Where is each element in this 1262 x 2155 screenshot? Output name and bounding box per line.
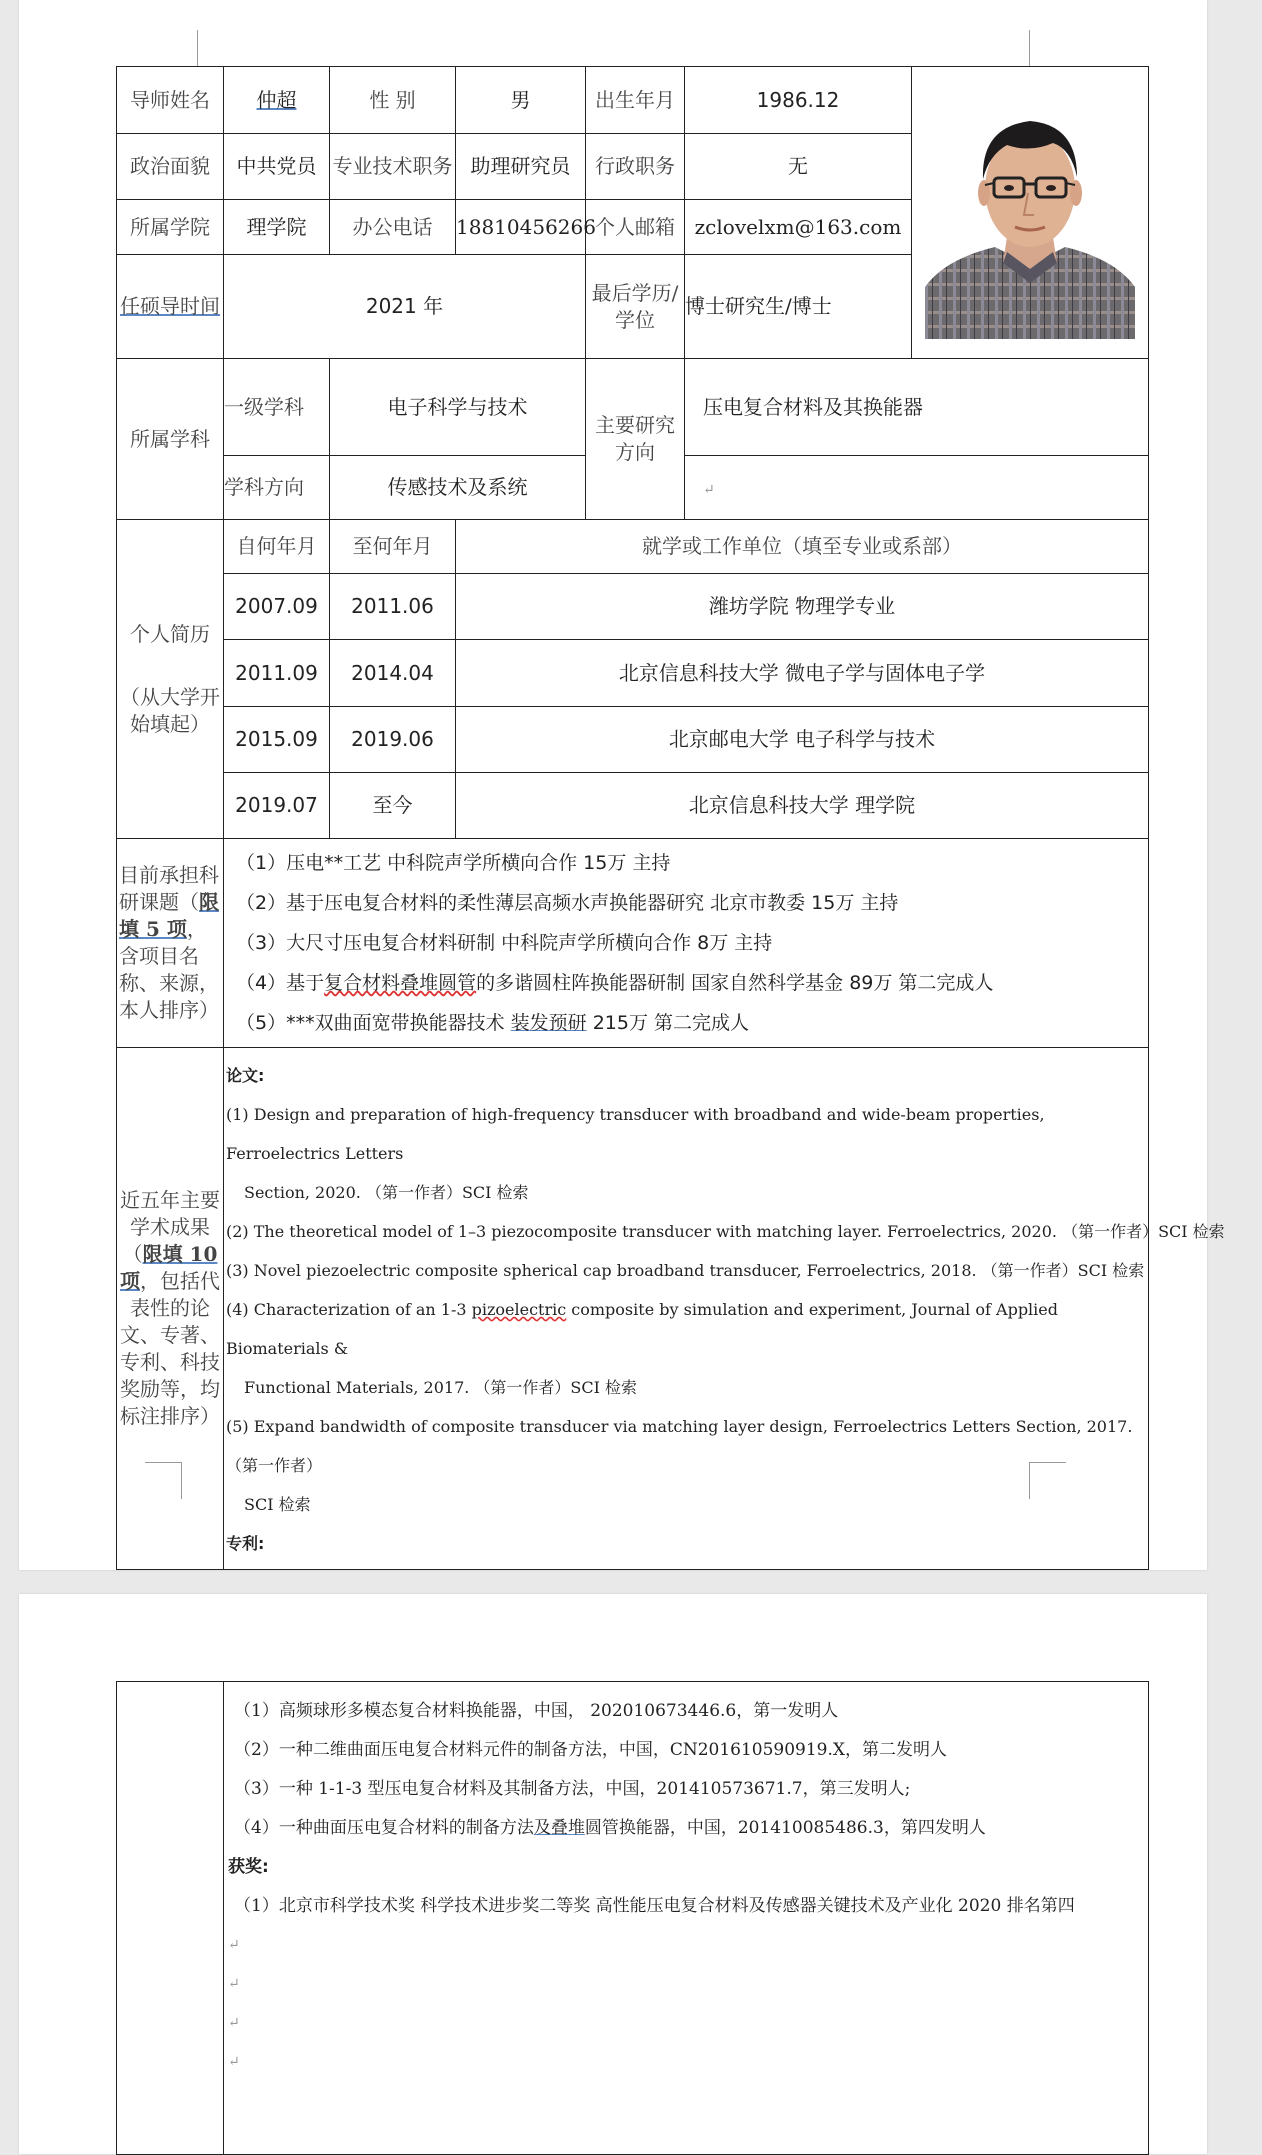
admin-value[interactable]: 无 <box>685 134 912 200</box>
resume-row-4-unit[interactable]: 北京信息科技大学 理学院 <box>456 773 1149 839</box>
resume-from-header: 自何年月 <box>224 520 330 574</box>
resume-row-3-from[interactable]: 2015.09 <box>224 707 330 773</box>
political-label: 政治面貌 <box>117 134 224 200</box>
email-label: 个人邮箱 <box>586 200 685 255</box>
gender-label: 性 别 <box>330 67 456 134</box>
patent-item[interactable]: （3）一种 1-1-3 型压电复合材料及其制备方法，中国，201410573671.7，第三发明人; <box>234 1779 911 1799</box>
project-item[interactable]: （1）压电**工艺 中科院声学所横向合作 15万 主持 <box>236 852 671 874</box>
patent-item[interactable]: （4）一种曲面压电复合材料的制备方法及叠堆圆管换能器，中国，201410085486.3，第四发明人 <box>234 1818 986 1838</box>
phone-label: 办公电话 <box>330 200 456 255</box>
paper-item[interactable]: (2) The theoretical model of 1–3 piezocomposite transducer with matching layer. Ferroelectrics, 2020. （第一作者）SCI 检索 <box>226 1222 1225 1241</box>
phone-value[interactable]: 18810456266 <box>456 200 586 255</box>
resume-row-2-to[interactable]: 2014.04 <box>330 640 456 707</box>
resume-row-1-to[interactable]: 2011.06 <box>330 574 456 640</box>
title-value[interactable]: 助理研究员 <box>456 134 586 200</box>
paper-item[interactable]: (1) Design and preparation of high-frequency transducer with broadband and wide-beam properties, Ferroelectrics Letters Section, 2020. （第一作者）SCI 检索 <box>226 1105 1045 1202</box>
patent-item[interactable]: （2）一种二维曲面压电复合材料元件的制备方法，中国，CN201610590919.X，第二发明人 <box>234 1740 947 1760</box>
return-arrow-icon: ↵ <box>228 1976 240 1992</box>
resume-row-2-from[interactable]: 2011.09 <box>224 640 330 707</box>
resume-unit-header: 就学或工作单位（填至专业或系部） <box>456 520 1149 574</box>
return-arrow-icon: ↵ <box>703 482 715 498</box>
crop-mark-top-left <box>161 30 198 66</box>
project-item[interactable]: （3）大尺寸压电复合材料研制 中科院声学所横向合作 8万 主持 <box>236 932 773 954</box>
degree-label: 最后学历/学位 <box>586 255 685 359</box>
research-value-2[interactable] <box>685 456 1149 520</box>
portrait-photo <box>925 87 1135 339</box>
resume-row-3-to[interactable]: 2019.06 <box>330 707 456 773</box>
continuation-table <box>116 1681 1149 2155</box>
resume-row-1-unit[interactable]: 潍坊学院 物理学专业 <box>456 574 1149 640</box>
resume-table <box>116 66 1225 1570</box>
research-value[interactable]: 压电复合材料及其换能器 <box>685 359 1149 456</box>
project-item[interactable]: （2）基于压电复合材料的柔性薄层高频水声换能器研究 北京市教委 15万 主持 <box>236 892 899 914</box>
return-arrow-icon: ↵ <box>228 2054 240 2070</box>
political-value[interactable]: 中共党员 <box>224 134 330 200</box>
discipline-direction-value[interactable]: 传感技术及系统 <box>330 456 586 520</box>
continuation-content <box>224 1682 1149 2155</box>
return-arrow-icon: ↵ <box>228 1937 240 1953</box>
document-page-1 <box>19 0 1225 1570</box>
resume-row-3-unit[interactable]: 北京邮电大学 电子科学与技术 <box>456 707 1149 773</box>
patents-heading: 专利: <box>226 1534 265 1553</box>
crop-mark-top-right <box>1029 30 1066 66</box>
birth-label: 出生年月 <box>586 67 685 134</box>
project-item[interactable]: （4）基于复合材料叠堆圆管的多谐圆柱阵换能器研制 国家自然科学基金 89万 第二完成人 <box>236 972 994 994</box>
paper-item[interactable]: (5) Expand bandwidth of composite transducer via matching layer design, Ferroelectrics Letters Section, 2017. （第一作者） SCI 检索 <box>226 1417 1133 1514</box>
college-label: 所属学院 <box>117 200 224 255</box>
gender-value[interactable]: 男 <box>456 67 586 134</box>
project-item[interactable]: （5）***双曲面宽带换能器技术 装发预研 215万 第二完成人 <box>236 1012 750 1034</box>
return-arrow-icon: ↵ <box>228 2015 240 2031</box>
degree-value[interactable]: 博士研究生/博士 <box>685 255 912 359</box>
papers-heading: 论文: <box>226 1066 265 1085</box>
continuation-label-cell <box>117 1682 224 2155</box>
award-item[interactable]: （1）北京市科学技术奖 科学技术进步奖二等奖 高性能压电复合材料及传感器关键技术及产业化 2020 排名第四 <box>234 1896 1075 1916</box>
resume-row-4-from[interactable]: 2019.07 <box>224 773 330 839</box>
mentor-value[interactable]: 仲超 <box>224 67 330 134</box>
resume-row-2-unit[interactable]: 北京信息科技大学 微电子学与固体电子学 <box>456 640 1149 707</box>
discipline-direction-label: 学科方向 <box>224 456 330 520</box>
college-value[interactable]: 理学院 <box>224 200 330 255</box>
projects-list <box>224 839 1149 1048</box>
achievements-label: 近五年主要学术成果（限填 10 项，包括代表性的论文、专著、专利、科技奖励等，均标注排序） <box>117 1048 224 1570</box>
birth-value[interactable]: 1986.12 <box>685 67 912 134</box>
email-value[interactable]: zclovelxm@163.com <box>685 200 912 255</box>
achievements-content <box>224 1048 1225 1570</box>
first-discipline-value[interactable]: 电子科学与技术 <box>330 359 586 456</box>
discipline-label: 所属学科 <box>117 359 224 520</box>
paper-item[interactable]: (3) Novel piezoelectric composite spherical cap broadband transducer, Ferroelectrics, 2018. （第一作者）SCI 检索 <box>226 1261 1145 1280</box>
paper-item[interactable]: (4) Characterization of an 1-3 pizoelectric composite by simulation and experiment, Journal of Applied Biomaterials & Functional Materials, 2017. （第一作者）SCI 检索 <box>226 1300 1058 1397</box>
research-label: 主要研究方向 <box>586 359 685 520</box>
resume-row-4-to[interactable]: 至今 <box>330 773 456 839</box>
photo-cell <box>912 67 1149 359</box>
awards-heading: 获奖: <box>228 1857 269 1877</box>
appoint-value[interactable]: 2021 年 <box>224 255 586 359</box>
patent-item[interactable]: （1）高频球形多模态复合材料换能器，中国， 202010673446.6，第一发明人 <box>234 1701 839 1721</box>
resume-label: 个人简历 （从大学开始填起） <box>117 520 224 839</box>
title-label: 专业技术职务 <box>330 134 456 200</box>
resume-to-header: 至何年月 <box>330 520 456 574</box>
resume-row-1-from[interactable]: 2007.09 <box>224 574 330 640</box>
first-discipline-label: 一级学科 <box>224 359 330 456</box>
appoint-label: 任硕导时间 <box>117 255 224 359</box>
mentor-label: 导师姓名 <box>117 67 224 134</box>
document-page-2 <box>19 1594 1207 2154</box>
admin-label: 行政职务 <box>586 134 685 200</box>
projects-label: 目前承担科研课题（限填 5 项，含项目名称、来源，本人排序） <box>117 839 224 1048</box>
